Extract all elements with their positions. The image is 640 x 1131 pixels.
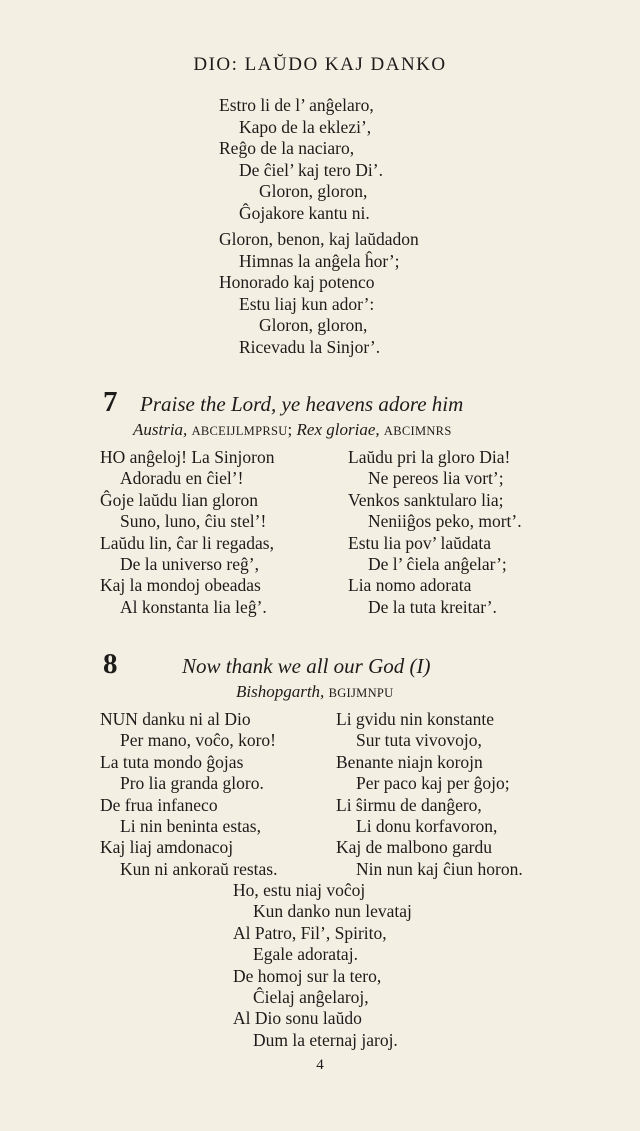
verse-line: HO anĝeloj! La Sinjoron (100, 447, 275, 467)
verse-line: Benante niajn korojn (336, 751, 483, 772)
verse-line: Per mano, voĉo, koro! (120, 730, 277, 751)
verse-line: Kun danko nun levataj (253, 901, 412, 922)
verse-line: Laŭdu lin, ĉar li regadas, (100, 532, 274, 553)
verse-line: Li gvidu nin konstante (336, 709, 494, 729)
verse-line: Li nin beninta estas, (120, 816, 261, 837)
verse-line: Kapo de la eklezi’, (239, 116, 372, 137)
verse-line: Gloron, gloron, (259, 181, 368, 201)
verse-line: Ĝojakore kantu ni. (239, 202, 370, 223)
verse-line: De l’ ĉiela anĝelar’; (368, 554, 507, 575)
verse-line: De homoj sur la tero, (233, 965, 382, 986)
verse-line: Li donu korfavoron, (356, 816, 498, 837)
verse-line: Himnas la anĝela ĥor’; (239, 250, 400, 271)
verse-line: De ĉiel’ kaj tero Di’. (239, 159, 383, 180)
verse-line: La tuta mondo ĝojas (100, 751, 244, 772)
verse-line: Lia nomo adorata (348, 575, 472, 596)
verse-line: Laŭdu pri la gloro Dia! (348, 447, 511, 467)
running-head: DIO: LAŬDO KAJ DANKO (193, 54, 447, 75)
verse-line: Ho, estu niaj voĉoj (233, 880, 366, 900)
hymn-7-tunes (133, 420, 452, 440)
hymn-7-number: 7 (103, 386, 118, 418)
verse-top-2 (219, 229, 419, 358)
hymn-8-closing-verse (233, 880, 412, 1051)
verse-line: Ricevadu la Sinjor’. (239, 336, 381, 357)
verse-line: Sur tuta vivovojo, (356, 730, 482, 751)
tune-name: Bishopgarth, (236, 682, 325, 701)
verse-line: Estu liaj kun ador’: (239, 293, 375, 314)
verse-line: Gloron, benon, kaj laŭdadon (219, 229, 419, 249)
verse-line: Ĉielaj anĝelaroj, (253, 987, 369, 1008)
verse-line: Honorado kaj potenco (219, 272, 375, 292)
verse-line: De frua infaneco (100, 794, 218, 815)
tune-meta: BGIJMNPU (328, 686, 394, 700)
verse-line: Li ŝirmu de danĝero, (336, 794, 482, 815)
hymn-7-verse-left (100, 447, 274, 618)
tune-meta: ABCEIJLMPRSU (191, 424, 288, 438)
verse-line: Estu lia pov’ laŭdata (348, 532, 492, 553)
verse-line: Ĝoje laŭdu lian gloron (100, 489, 258, 510)
hymn-8-tunes (236, 682, 393, 702)
verse-line: Kaj de malbono gardu (336, 837, 492, 858)
hymn-7-verse-right (348, 447, 522, 618)
verse-line: Al konstanta lia leĝ’. (120, 596, 267, 617)
verse-line: Nin nun kaj ĉiun horon. (356, 858, 523, 879)
verse-line: Ne pereos lia vort’; (368, 468, 504, 489)
tune-meta: ABCIMNRS (383, 424, 452, 438)
hymn-7-title: Praise the Lord, ye heavens adore him (140, 392, 464, 416)
verse-line: Dum la eternaj jaroj. (253, 1029, 398, 1050)
verse-line: Kun ni ankoraŭ restas. (120, 858, 278, 879)
verse-line: Venkos sanktularo lia; (348, 489, 504, 510)
hymn-8-verse-right (336, 709, 523, 880)
verse-line: Reĝo de la naciaro, (219, 138, 355, 158)
tune-separator: ; (287, 420, 293, 439)
verse-line: Kaj la mondoj obeadas (100, 575, 261, 596)
hymn-8-title-suffix: (I) (409, 654, 431, 678)
verse-line: De la tuta kreitar’. (368, 596, 497, 617)
hymn-8-title-text: Now thank we all our God (182, 654, 405, 678)
page-number: 4 (316, 1057, 324, 1073)
verse-line: NUN danku ni al Dio (100, 709, 251, 729)
tune-name: Rex gloriae, (296, 420, 380, 439)
verse-line: Adoradu en ĉiel’! (120, 468, 244, 489)
verse-line: Egale adorataj. (253, 944, 358, 965)
hymn-8-number: 8 (103, 648, 118, 680)
verse-line: Kaj liaj amdonacoj (100, 837, 234, 858)
verse-line: Estro li de l’ anĝelaro, (219, 95, 374, 115)
verse-line: De la universo reĝ’, (120, 554, 259, 575)
hymn-8-title (182, 654, 431, 679)
tune-name: Austria, (133, 420, 188, 439)
verse-line: Al Dio sonu laŭdo (233, 1008, 362, 1029)
verse-top-1 (219, 95, 383, 224)
verse-line: Pro lia granda gloro. (120, 773, 264, 794)
verse-line: Al Patro, Fil’, Spirito, (233, 922, 387, 943)
verse-line: Suno, luno, ĉiu stel’! (120, 511, 267, 532)
verse-line: Gloron, gloron, (259, 315, 368, 335)
verse-line: Neniiĝos peko, mort’. (368, 511, 522, 532)
verse-line: Per paco kaj per ĝojo; (356, 773, 510, 794)
hymn-8-verse-left (100, 709, 277, 880)
